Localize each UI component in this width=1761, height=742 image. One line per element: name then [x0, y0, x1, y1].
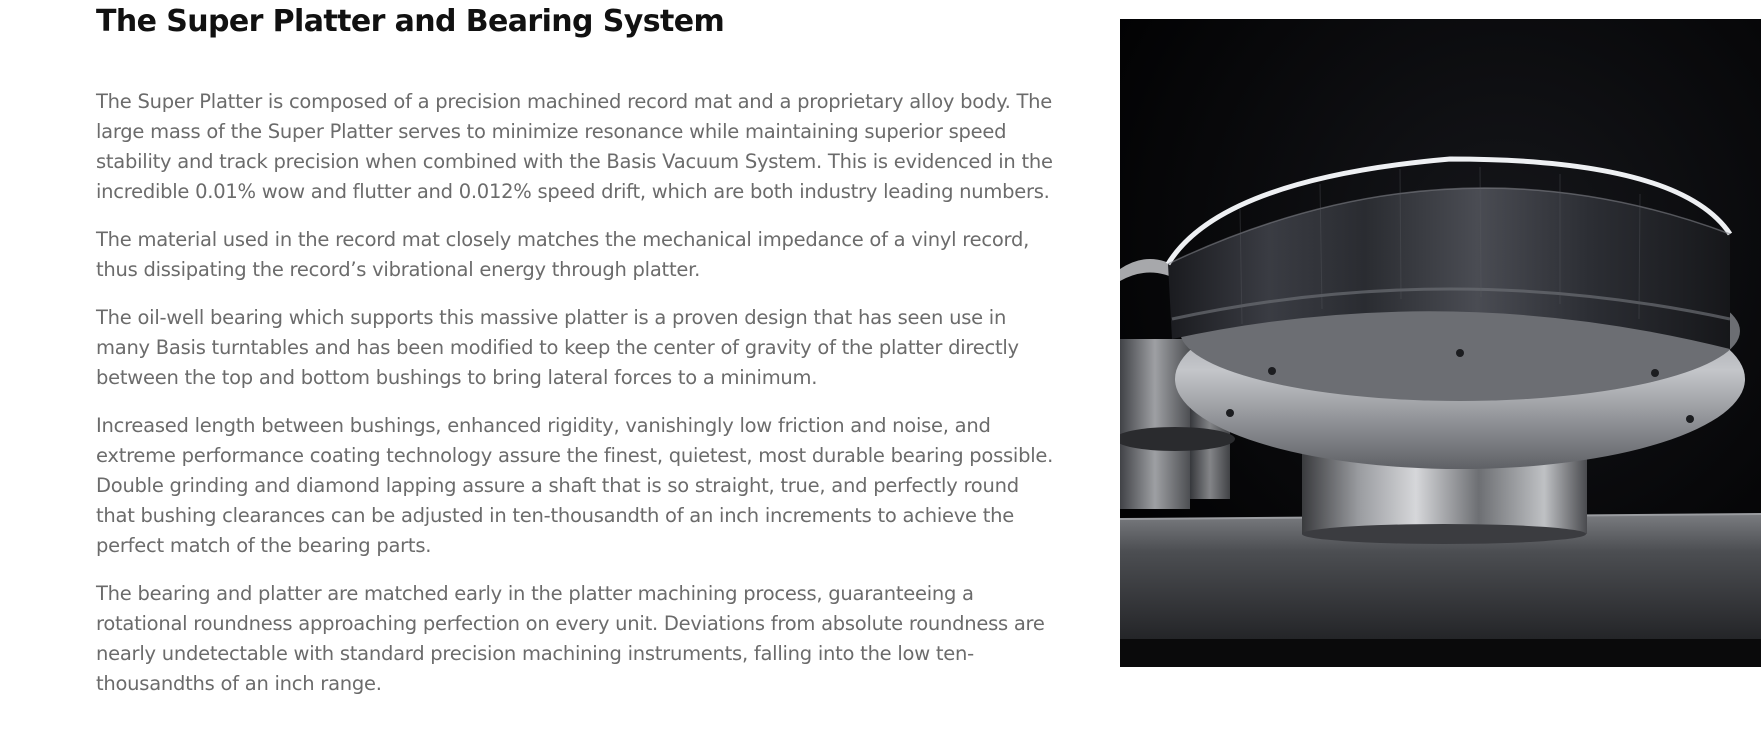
paragraph-bushings: Increased length between bushings, enhanced rigidity, vanishingly low friction and noise, and extreme performance coating technology assure the finest, quietest, most durable bearing possible. Double grinding and diamond lapping assure a shaft that is so straight, true, and perfectly round that bushing clearances can be adjusted in ten-thousandth of an inch increments to achieve the perfect match of the bearing parts.: [96, 414, 1054, 557]
platter-bearing-photo: [1120, 19, 1761, 667]
paragraph-platter: The Super Platter is composed of a precision machined record mat and a proprietary alloy body. The large mass of the Super Platter serves to minimize resonance while maintaining superior speed stability and track precision when combined with the Basis Vacuum System. This is evidenced in the incredible 0.01% wow and flutter and 0.012% speed drift, which are both industry leading numbers.: [96, 90, 1053, 203]
paragraph-record-mat: The material used in the record mat closely matches the mechanical impedance of a vinyl record, thus dissipating the record’s vibrational energy through platter.: [96, 228, 1030, 281]
section-title: The Super Platter and Bearing System: [96, 4, 725, 39]
paragraph-oil-well-bearing: The oil-well bearing which supports this massive platter is a proven design that has seen use in many Basis turntables and has been modified to keep the center of gravity of the platter directly between the top and bottom bushings to bring lateral forces to a minimum.: [96, 306, 1019, 389]
content-column: [96, 0, 1061, 717]
platter-illustration: [1120, 19, 1761, 667]
body-text: [96, 87, 1061, 699]
paragraph-roundness: The bearing and platter are matched early in the platter machining process, guaranteeing a rotational roundness approaching perfection on every unit. Deviations from absolute roundness are nearly undetectable with standard precision machining instruments, falling into the low ten-thousandths of an inch range.: [96, 582, 1045, 695]
